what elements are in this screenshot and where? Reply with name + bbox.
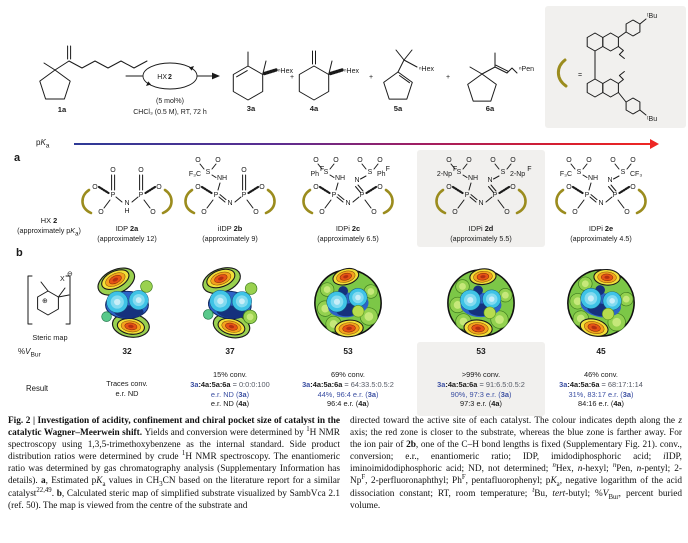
structure-2c [286,152,410,223]
backbone-arc-left [82,190,91,213]
product-3a-structure [233,52,276,100]
atom-label: NH [467,175,479,182]
substituent-right-label: 2-Np [510,171,526,178]
atom-label: P [492,192,498,199]
atom-label: O [610,157,616,164]
steric-legend-structure [18,266,78,330]
atom-label: O [446,184,452,191]
tbu-label-bottom: ᵗBu [647,116,658,123]
arrow-loading: (5 mol%) [155,98,185,105]
vbur-value-2a: 32 [122,346,132,356]
atom-label: O [624,209,630,216]
atom-label: P [584,192,590,199]
hx-name: HX 2 [40,216,58,225]
atom-label: O [452,209,458,216]
panel-a-label: a [14,152,21,164]
atom-label: S [576,169,582,176]
atom-label: P [359,192,365,199]
vbur-value-2b: 37 [225,346,235,356]
result-2b: 15% conv. 3a:4a:5a:6a = 0:0:0:100 e.r. ND (3a) e.r. ND (4a) [190,370,270,409]
pka-axis-label [36,138,50,150]
reaction-scheme [0,4,545,130]
steric-map-2a [90,266,164,345]
substituent-left-label: 2-Np [436,171,452,178]
product-5a-chain-label: ⁿHex [419,66,435,73]
atom-label: O [313,184,319,191]
catalyst-pka-2b: (approximately 9) [202,234,258,243]
atom-label: P [213,192,219,199]
catalyst-pka-2c: (approximately 6.5) [317,234,379,243]
anion-symbol: ⊖ [67,271,73,278]
steric-legend-caption: Steric map [32,333,68,342]
backbone-arc-left [303,190,312,213]
catalyst-pka-2e: (approximately 4.5) [570,234,632,243]
catalyst-name-2b: iIDP 2b [217,224,243,233]
catalyst-structure [286,152,410,218]
product-6a-structure [468,53,517,101]
atom-label: O [446,157,452,164]
steric-map-graphic [564,266,638,340]
atom-label: N [124,200,130,207]
atom-label: O [630,157,636,164]
atom-label: O [377,157,383,164]
atom-label: O [92,184,98,191]
catalyst-name-2e: IDPi 2e [588,224,614,233]
substituent-right-label: CF₃ [630,171,643,178]
caption-left-column: Fig. 2 | Investigation of acidity, confinement and chiral pocket size of catalyst in the catalytic Wagner–Meerwein shift. Yields and conversion were determined by $^1$H NMR spectroscopy using 1,3,5-trimethoxybenzene as the internal standard. Side product distribution ratios were determined by crude $^1$H NMR spectroscopy. The enantiomeric ratio was determined by gas chromatography analysis (Supplementary Information has details). a, Estimated $pK_a$ values in $CH_3CN$ based on the literature report for a similar catalyst$^{22,49}$. b, Calculated steric map of simplified substrate visualized by SambVca 2.1 (ref. 50). The map is viewed from the centre of the substrate and [8,416,341,511]
x-counterion-label: X [60,276,65,283]
panel-b-label: b [16,247,23,259]
product-4a-structure [299,51,342,100]
steric-map-2d [444,266,518,345]
result-2d: >99% conv. 3a:4a:5a:6a = 91:6.5:0.5:2 90%, 97:3 e.r. (3a) 97:3 e.r. (4a) [437,370,525,409]
atom-label: O [371,209,377,216]
atom-label: S [323,169,329,176]
backbone-arc-right [637,190,646,213]
atom-label: O [156,184,162,191]
atom-label: S [456,169,462,176]
substituent-right-label: Ph [377,171,386,178]
atom-label: O [504,209,510,216]
pka-axis-gradient [74,143,650,146]
steric-map-graphic [311,266,385,340]
product-4a-label: 4a [309,104,319,113]
backbone-arc-right [517,190,526,213]
atom-label: O [138,167,144,174]
catalyst-column-2c [286,152,410,243]
pka-K: K [40,138,46,147]
arrow-catalyst-name: HX [157,74,167,81]
result-2e: 46% conv. 3a:4a:5a:6a = 68:17:1:14 31%, 83:17 e.r. (3a) 84:16 e.r. (4a) [559,370,643,409]
atom-label: O [510,157,516,164]
vbur-value-2d: 53 [476,346,486,356]
vbur-value-2e: 45 [596,346,606,356]
product-6a-label: 6a [485,104,495,113]
fluoro-superscript: F [527,166,532,173]
catalyst-name-2c: IDPi 2c [335,224,361,233]
atom-label: O [490,157,496,164]
atom-label: O [566,184,572,191]
structure-2d [419,152,543,223]
atom-label: O [377,184,383,191]
atom-label: P [331,192,337,199]
vbur-row-label: $\%V_{Bur}$ [18,347,41,359]
atom-label: H [124,208,130,215]
product-5a-label: 5a [393,104,403,113]
pka-axis-arrowhead [650,139,659,149]
atom-label: O [313,157,319,164]
pka-sub: a [45,142,50,150]
catalyst-structure [539,152,663,218]
atom-label: O [586,157,592,164]
structure-2e [539,152,663,223]
atom-label: S [500,169,506,176]
atom-label: N [487,177,493,184]
catalyst-binol-drawing [545,6,686,133]
atom-label: S [205,169,211,176]
vbur-value-2c: 53 [343,346,353,356]
backbone-arc-symbol [558,60,566,86]
atom-label: O [259,184,265,191]
atom-label: O [253,209,259,216]
equals-sign: = [578,72,583,79]
substituent-left-label: F₃C [188,171,201,178]
atom-label: N [478,200,484,207]
substituent-left-label: F₃C [559,171,572,178]
atom-label: NH [216,175,228,182]
catalyst-name-2d: IDPi 2d [468,224,494,233]
atom-label: O [110,167,116,174]
atom-label: NH [587,175,599,182]
cation-symbol: ⊕ [42,298,48,305]
atom-label: O [195,157,201,164]
plus-sign: + [446,74,451,81]
caption-right-column: directed toward the active site of each catalyst. The colour indicates depth along the z axis; the red zone is closer to the substrate, whereas the blue zone is farther away. For the ion pair of 2b, one of the C–H bond lengths is fixed (Supplementary Fig. 21). conv., conversion; e.r., enantiomeric ratio; IDP, imidodiphosphoric acid; iIDP, iminoimidodiphosphoric acid; ND, not determined; $^n$Hex, n-hexyl; $^n$Pen, n-pentyl; $2-Np^F$, 2-perfluoronaphthyl; $Ph^F$, pentafluorophenyl; $pK_a$, negative logarithm of the acid dissociation constant; RT, room temperature; $^t$Bu, tert-butyl; $\%V_{Bur}$, percent buried volume. [350,416,683,511]
attachment-squiggle [618,47,624,59]
atom-label: O [630,184,636,191]
attachment-squiggle [618,72,624,84]
fluoro-superscript: F [453,166,458,173]
atom-label: O [566,157,572,164]
product-5a-structure [384,50,417,99]
backbone-arc-left [185,190,194,213]
atom-label: O [510,184,516,191]
plus-sign: + [290,74,295,81]
atom-label: N [598,200,604,207]
backbone-arc-right [266,190,275,213]
atom-label: N [345,200,351,207]
catalyst-structure [168,152,292,218]
atom-label: P [464,192,470,199]
atom-label: O [241,167,247,174]
steric-map-2c [311,266,385,345]
atom-label: O [572,209,578,216]
steric-map-2e [564,266,638,345]
result-row-label: Result [26,384,49,393]
atom-label: N [354,177,360,184]
atom-label: O [319,209,325,216]
atom-label: O [150,209,156,216]
substrate-1a-structure [40,46,147,99]
atom-label: O [466,157,472,164]
hx-pka: (approximately $pK_a$) [17,226,81,238]
atom-label: O [357,157,363,164]
binol-backbone-structure [545,6,686,128]
atom-label: P [612,192,618,199]
steric-map-graphic [193,266,267,340]
backbone-arc-left [556,190,565,213]
atom-label: N [227,200,233,207]
atom-label: O [195,184,201,191]
steric-map-graphic [444,266,518,340]
catalyst-column-2b [168,152,292,243]
product-3a-chain-label: ⁿHex [278,68,294,75]
catalyst-structure [419,152,543,218]
catalyst-column-2d [419,152,543,243]
atom-label: S [620,169,626,176]
atom-label: P [110,192,116,199]
pka-p: p [36,138,41,147]
fluoro-superscript: F [320,166,325,173]
reaction-arrow [126,63,220,89]
product-4a-chain-label: ⁿHex [344,68,360,75]
catalyst-pka-2a: (approximately 12) [97,234,157,243]
substrate-label: 1a [57,105,67,114]
atom-label: S [367,169,373,176]
catalyst-column-2e [539,152,663,243]
catalyst-pka-2d: (approximately 5.5) [450,234,512,243]
atom-label: O [201,209,207,216]
atom-label: N [607,177,613,184]
plus-sign: + [369,74,374,81]
backbone-arc-left [436,190,445,213]
catalyst-name-2a: IDP 2a [115,224,139,233]
backbone-arc-right [384,190,393,213]
arrow-catalyst-number: 2 [168,74,172,81]
arrow-conditions: CHCl₃ (0.5 M), RT, 72 h [133,109,207,116]
result-2a: Traces conv. e.r. ND [106,379,148,398]
steric-map-2b [193,266,267,345]
atom-label: P [138,192,144,199]
product-6a-chain-label: ⁿPen [519,66,535,73]
product-3a-label: 3a [246,104,256,113]
atom-label: O [215,157,221,164]
atom-label: NH [334,175,346,182]
catalyst-backbone-box [545,6,686,128]
fluoro-superscript: F [385,166,390,173]
substituent-left-label: Ph [310,171,319,178]
steric-map-graphic [90,266,164,340]
atom-label: P [241,192,247,199]
atom-label: O [98,209,104,216]
atom-label: O [333,157,339,164]
result-2c: 69% conv. 3a:4a:5a:6a = 64:33.5:0.5:2 44%, 96:4 e.r. (3a) 96:4 e.r. (4a) [302,370,394,409]
structure-2b [168,152,292,223]
tbu-label-top: ᵗBu [647,13,658,20]
